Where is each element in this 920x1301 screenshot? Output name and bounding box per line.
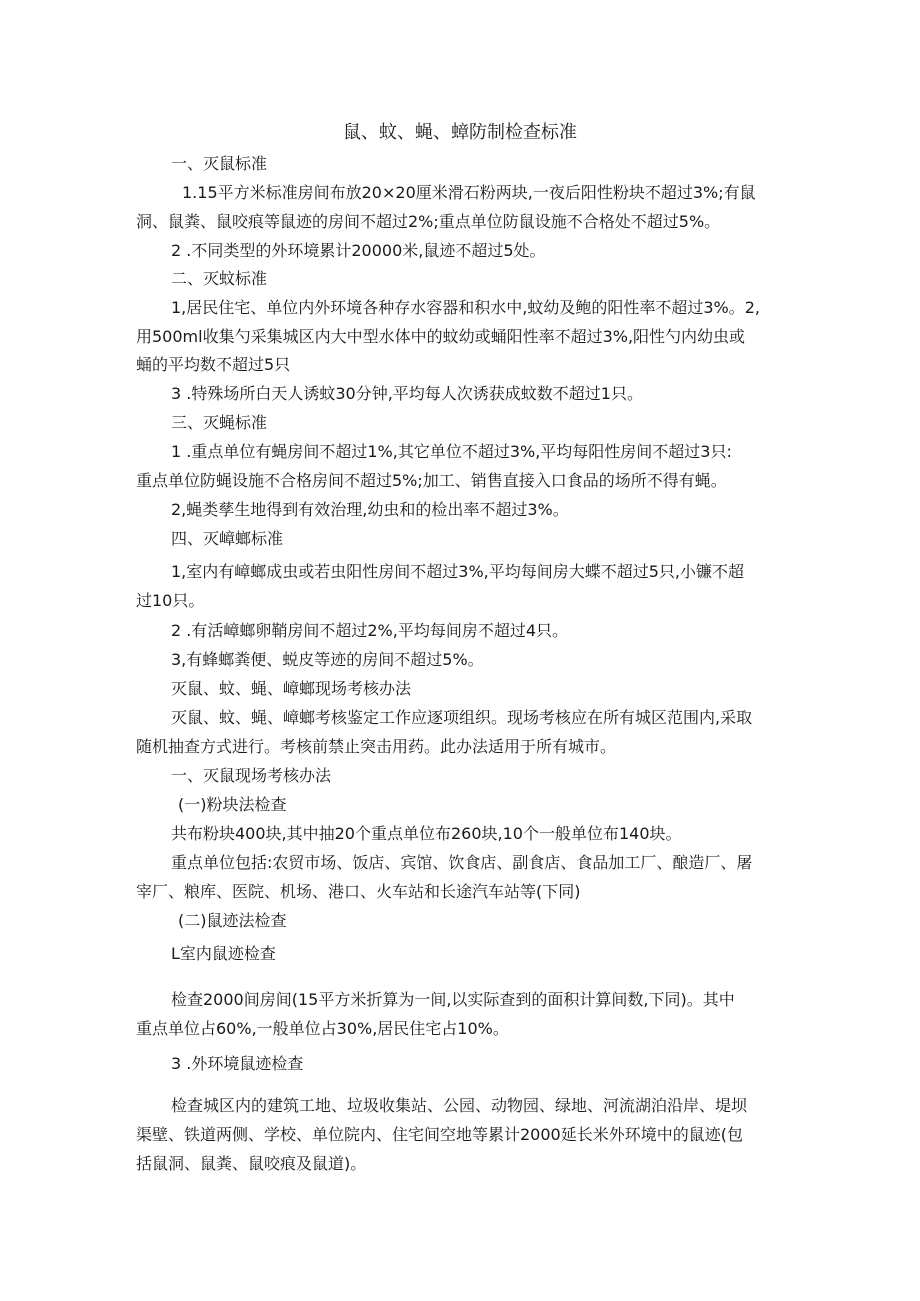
paragraph-line: 灭鼠、蚊、蝇、嶂螂考核鉴定工作应逐项组织。现场考核应在所有城区范围内,采取: [171, 708, 753, 727]
section-heading-rodent-method: 一、灭鼠现场考核办法: [171, 766, 332, 785]
section-heading-fly: 三、灭蝇标准: [171, 413, 268, 432]
paragraph-line: 用500ml收集勺采集城区内大中型水体中的蚊幼或蛹阳性率不超过3%,阳性勺内幼虫或: [136, 327, 746, 346]
paragraph-line: 渠壁、铁道两侧、学校、单位院内、住宅间空地等累计2000延长米外环境中的鼠迹(包: [136, 1125, 743, 1144]
section-heading-rodent: 一、灭鼠标准: [171, 154, 268, 173]
paragraph-line: 共布粉块400块,其中抽20个重点单位布260块,10个一般单位布140块。: [171, 824, 682, 843]
paragraph-line: 洞、鼠粪、鼠咬痕等鼠迹的房间不超过2%;重点单位防鼠设施不合格处不超过5%。: [136, 212, 721, 231]
section-heading-cockroach: 四、灭嶂螂标准: [171, 529, 284, 548]
paragraph-line: 随机抽查方式进行。考核前禁止突击用药。此办法适用于所有城市。: [136, 737, 617, 756]
paragraph-line: 3,有蜂螂粪便、蜕皮等迹的房间不超过5%。: [171, 650, 484, 669]
paragraph-line: 过10只。: [136, 591, 205, 610]
paragraph-line: 1.15平方米标准房间布放20×20厘米滑石粉两块,一夜后阳性粉块不超过3%;有鼠: [182, 183, 756, 202]
paragraph-line: 检查城区内的建筑工地、垃圾收集站、公园、动物园、绿地、河流湖泊沿岸、堤坝: [171, 1096, 748, 1115]
paragraph-line: 2,蝇类孳生地得到有效治理,幼虫和的检出率不超过3%。: [171, 500, 569, 519]
paragraph-line: 1,室内有嶂螂成虫或若虫阳性房间不超过3%,平均每间房大蝶不超过5只,小镰不超: [171, 562, 745, 581]
document-title: 鼠、蚊、蝇、蟑防制检查标准: [343, 122, 577, 143]
paragraph-line: 3 .特殊场所白天人诱蚊30分钟,平均每人次诱获成蚊数不超过1只。: [171, 384, 643, 403]
item-heading-indoor: L室内鼠迹检查: [171, 944, 276, 963]
paragraph-line: 括鼠洞、鼠粪、鼠咬痕及鼠道)。: [136, 1154, 367, 1173]
paragraph-line: 重点单位占60%,一般单位占30%,居民住宅占10%。: [136, 1019, 509, 1038]
paragraph-line: 重点单位防蝇设施不合格房间不超过5%;加工、销售直接入口食品的场所不得有蝇。: [136, 471, 727, 490]
subsection-heading-trace: (二)鼠迹法检查: [178, 911, 287, 930]
paragraph-line: 1 .重点单位有蝇房间不超过1%,其它单位不超过3%,平均每阳性房间不超过3只:: [171, 442, 732, 461]
paragraph-line: 宰厂、粮库、医院、机场、港口、火车站和长途汽车站等(下同): [136, 882, 581, 901]
paragraph-line: 蛹的平均数不超过5只: [136, 355, 291, 374]
section-heading-mosquito: 二、灭蚊标准: [171, 269, 268, 288]
paragraph-line: 2 .有活嶂螂卵鞘房间不超过2%,平均每间房不超过4只。: [171, 621, 569, 640]
section-heading-methods: 灭鼠、蚊、蝇、嶂螂现场考核办法: [171, 679, 412, 698]
paragraph-line: 检查2000间房间(15平方米折算为一间,以实际查到的面积计算间数,下同)。其中: [171, 990, 735, 1009]
paragraph-line: 重点单位包括:农贸市场、饭店、宾馆、饮食店、副食店、食品加工厂、酿造厂、屠: [171, 853, 753, 872]
paragraph-line: 1,居民住宅、单位内外环境各种存水容器和积水中,蚊幼及鲍的阳性率不超过3%。2,: [171, 298, 761, 317]
subsection-heading-powder: (一)粉块法检查: [178, 795, 287, 814]
item-heading-outdoor: 3 .外环境鼠迹检查: [171, 1054, 304, 1073]
paragraph-line: 2 .不同类型的外环境累计20000米,鼠迹不超过5处。: [171, 241, 546, 260]
